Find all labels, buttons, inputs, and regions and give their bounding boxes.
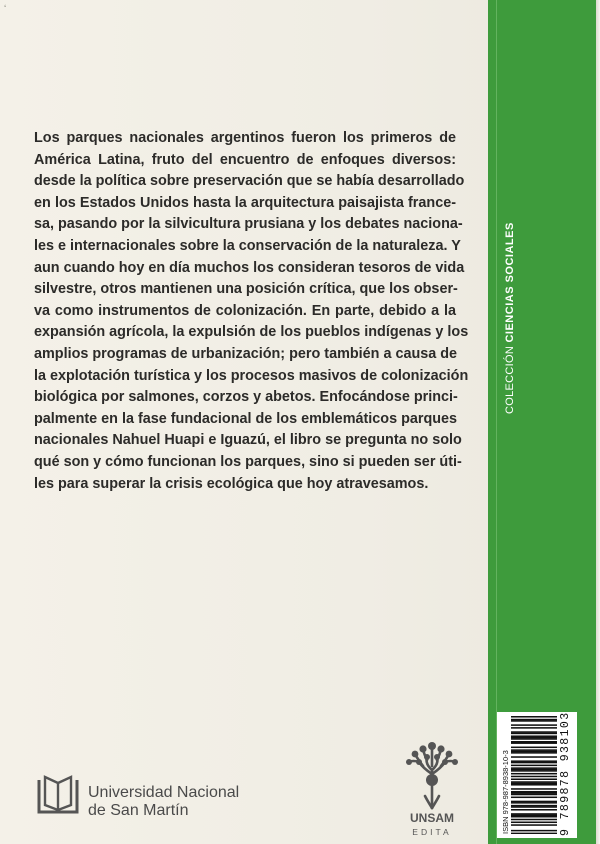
publisher-logo xyxy=(400,740,470,837)
barcode-digits: 9 789878 938103 xyxy=(559,711,572,836)
blurb-line: les para superar la crisis ecológica que hoy atravesamos. xyxy=(34,475,429,492)
barcode-bar xyxy=(511,762,557,764)
blurb-line: biológica por salmones, corzos y abetos. Enfocándose princi- xyxy=(34,389,458,406)
barcode-bar xyxy=(511,813,557,815)
barcode-bar xyxy=(511,809,557,811)
barcode-bar xyxy=(511,719,557,721)
blurb-line: nacionales Nahuel Huapi e Iguazú, el libro se pregunta no solo xyxy=(34,432,462,449)
barcode-bar xyxy=(511,784,557,786)
barcode-bar xyxy=(511,751,557,753)
page-edge xyxy=(596,0,600,844)
blurb-line: expansión agrícola, la expulsión de los pueblos indígenas y los xyxy=(34,324,469,341)
blurb-line: en los Estados Unidos hasta la arquitectura paisajista france- xyxy=(34,194,456,211)
barcode-bar xyxy=(511,767,557,769)
blurb-line: silvestre, otros mantienen una posición crítica, que los obser- xyxy=(34,281,458,298)
barcode-bar xyxy=(511,792,557,794)
publisher-subtitle: EDITA xyxy=(412,827,452,837)
publisher-name: UNSAM xyxy=(410,811,454,825)
blurb-line: palmente en la fase fundacional de los emblemáticos parques xyxy=(34,410,458,427)
barcode-bar xyxy=(511,788,557,790)
blurb-line: qué son y cómo funcionan los parques, sino si pueden ser úti- xyxy=(34,453,462,470)
collection-label xyxy=(502,222,518,414)
barcode-bar xyxy=(511,749,557,751)
blurb-line: amplios programas de urbanización; pero también a causa de xyxy=(34,345,458,362)
barcode-bar xyxy=(511,731,557,733)
barcode-bar xyxy=(511,742,557,744)
barcode-bar xyxy=(511,727,557,729)
barcode-bar xyxy=(511,773,557,775)
barcode-bar xyxy=(511,816,557,818)
blurb-line: aun cuando hoy en día muchos los consideran tesoros de vida xyxy=(34,259,465,276)
barcode-bar xyxy=(511,756,557,758)
blurb-line: les e internacionales sobre la conservación de la naturaleza. Y xyxy=(34,237,461,254)
blurb-line: Los parques nacionales argentinos fueron los primeros de xyxy=(34,130,456,146)
barcode-bar xyxy=(511,716,557,718)
blurb-line: la explotación turística y los procesos masivos de colonización xyxy=(34,367,469,384)
barcode-bar xyxy=(511,791,557,793)
barcode-bar xyxy=(511,724,557,726)
barcode-bar xyxy=(511,801,557,803)
back-cover-blurb xyxy=(34,128,469,495)
barcode-bar xyxy=(511,802,557,804)
barcode-bar xyxy=(511,806,557,808)
barcode-bar xyxy=(511,783,557,785)
isbn-barcode xyxy=(497,712,577,838)
isbn-label: ISBN 978-987-8938-10-3 xyxy=(501,750,510,834)
barcode-bar xyxy=(511,752,557,754)
collection-prefix: COLECCIÓN xyxy=(504,342,516,414)
blurb-line: va como instrumentos de colonización. En parte, debido a la xyxy=(34,302,456,319)
blurb-line: desde la política sobre preservación que se había desarrollado xyxy=(34,173,465,190)
barcode-bar xyxy=(511,720,557,722)
university-name-line2: de San Martín xyxy=(88,802,189,819)
barcode-bar xyxy=(511,776,557,778)
barcode-bar xyxy=(511,805,557,807)
barcode-bar xyxy=(511,833,557,834)
barcode-bar xyxy=(511,824,557,826)
university-name xyxy=(88,784,239,820)
barcode-bar xyxy=(511,830,557,832)
barcode-bar xyxy=(511,815,557,817)
barcode-bar xyxy=(511,794,557,796)
barcode-bar xyxy=(511,765,557,767)
barcode-bar xyxy=(511,741,557,743)
open-book-icon xyxy=(36,772,80,816)
corner-mark: ʻ xyxy=(4,4,7,15)
collection-name: CIENCIAS SOCIALES xyxy=(504,222,516,343)
barcode-bars xyxy=(511,716,557,834)
barcode-bar xyxy=(511,770,557,772)
barcode-bar xyxy=(511,778,557,780)
barcode-bar xyxy=(511,733,557,735)
barcode-bar xyxy=(511,781,557,783)
barcode-bar xyxy=(511,797,557,799)
barcode-bar xyxy=(511,735,557,737)
tree-icon xyxy=(403,740,461,810)
university-name-line1: Universidad Nacional xyxy=(88,784,240,801)
barcode-bar xyxy=(511,760,557,762)
barcode-bar xyxy=(511,747,557,749)
barcode-bar xyxy=(511,819,557,821)
blurb-line: América Latina, fruto del encuentro de enfoques diversos: xyxy=(34,151,456,168)
barcode-bar xyxy=(511,769,557,771)
barcode-bar xyxy=(511,737,557,739)
blurb-line: sa, pasando por la silvicultura prusiana y los debates naciona- xyxy=(34,216,463,233)
barcode-bar xyxy=(511,822,557,824)
barcode-bar xyxy=(511,738,557,740)
